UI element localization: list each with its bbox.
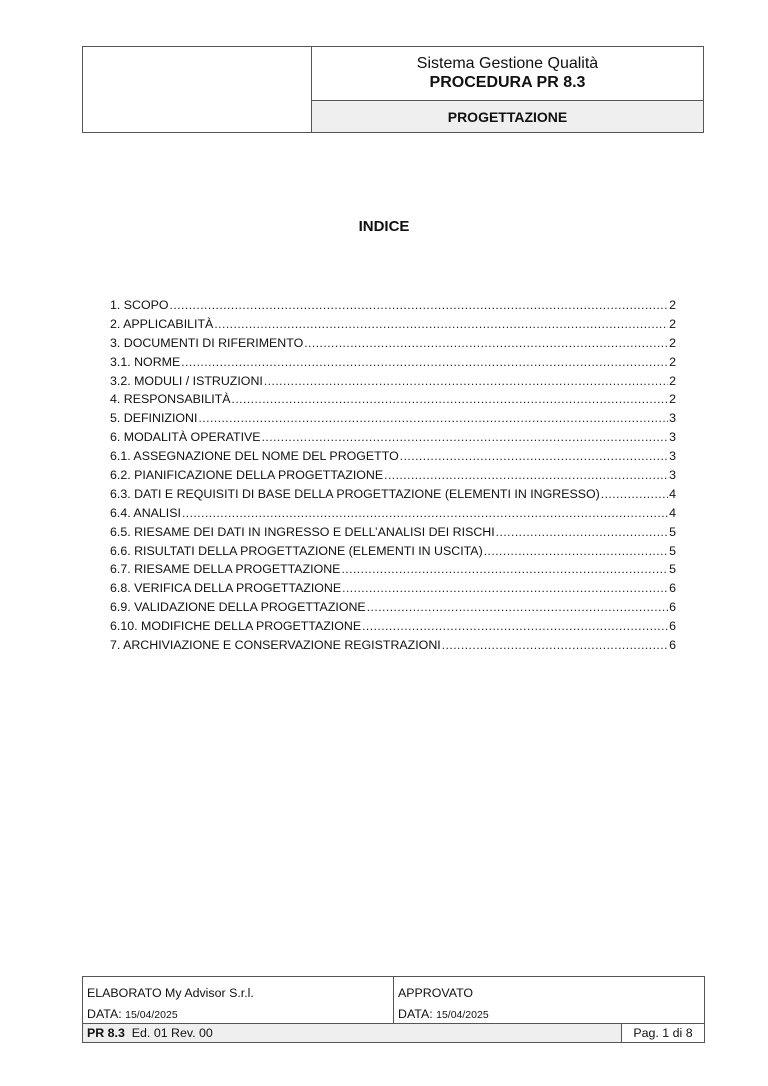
document-footer [82,976,705,1043]
toc-leader [182,504,668,523]
toc-entry-text: 6.3. DATI E REQUISITI DI BASE DELLA PROGETTAZIONE (ELEMENTI IN INGRESSO) [110,486,600,501]
toc-leader [601,485,668,504]
toc-entry[interactable] [110,485,676,504]
document-code-cell [83,1024,621,1042]
toc-entry[interactable] [110,428,676,447]
toc-entry-text: 3.2. MODULI / ISTRUZIONI [110,373,263,388]
toc-leader [304,334,668,353]
toc-leader [181,353,668,372]
toc-leader [170,296,669,315]
approved-cell [393,977,704,1023]
toc-entry-page: 4 [669,486,676,501]
document-header [82,46,704,133]
procedure-title: PROCEDURA PR 8.3 [429,74,586,91]
header-top-cell [312,47,703,101]
toc-entry-page: 2 [669,354,676,369]
header-logo-cell [83,47,312,132]
toc-entry[interactable] [110,598,676,617]
toc-entry-page: 2 [669,373,676,388]
toc-entry[interactable] [110,523,676,542]
toc-entry-page: 2 [669,335,676,350]
toc-entry[interactable] [110,466,676,485]
toc-entry[interactable] [110,542,676,561]
toc-entry-text: 6. MODALITÀ OPERATIVE [110,430,261,445]
toc-entry-page: 3 [669,430,676,445]
toc-leader [400,447,668,466]
toc-entry-page: 3 [669,411,676,426]
toc-entry-text: 4. RESPONSABILITÀ [110,392,231,407]
toc-entry[interactable] [110,560,676,579]
toc-entry-text: 6.1. ASSEGNAZIONE DEL NOME DEL PROGETTO [110,449,399,464]
prepared-date: 15/04/2025 [125,1009,178,1021]
toc-entry-page: 3 [669,468,676,483]
toc-entry[interactable] [110,504,676,523]
toc-title: INDICE [358,218,410,235]
toc-entry-text: 2. APPLICABILITÀ [110,316,214,331]
system-title: Sistema Gestione Qualità [416,55,599,72]
toc-entry-page: 5 [669,562,676,577]
toc-entry[interactable] [110,617,676,636]
approved-date-line [398,1004,700,1026]
toc-leader [442,636,668,655]
toc-entry-page: 5 [669,543,676,558]
toc-entry-text: 5. DEFINIZIONI [110,411,198,426]
prepared-cell [83,977,393,1023]
toc-leader [262,428,669,447]
footer-approval-row [83,977,704,1024]
toc-entry-page: 2 [669,316,676,331]
toc-entry[interactable] [110,353,676,372]
toc-entry-text: 7. ARCHIVIAZIONE E CONSERVAZIONE REGISTRAZIONI [110,638,441,653]
toc-leader [198,409,668,428]
toc-entry-page: 2 [669,298,676,312]
toc-entry[interactable] [110,315,676,334]
toc-entry-page: 5 [669,524,676,539]
toc-entry-page: 6 [669,619,676,634]
toc-entry[interactable] [110,390,676,409]
toc-entry-text: 6.8. VERIFICA DELLA PROGETTAZIONE [110,581,342,596]
header-title-block [312,47,703,132]
toc-entry[interactable] [110,409,676,428]
toc-entry[interactable] [110,579,676,598]
toc-entry-page: 6 [669,581,676,596]
toc-entry-text: 6.10. MODIFICHE DELLA PROGETTAZIONE [110,619,362,634]
toc-entry-text: 6.4. ANALISI [110,505,181,520]
document-edition: Ed. 01 Rev. 00 [131,1026,213,1040]
footer-code-row [83,1024,704,1042]
toc-leader [264,372,668,391]
prepared-by: ELABORATO My Advisor S.r.l. [87,986,254,1000]
toc-entry-page: 4 [669,505,676,520]
approved-date: 15/04/2025 [436,1009,489,1021]
prepared-date-line [87,1004,389,1026]
toc-entry[interactable] [110,636,676,655]
toc-entry-text: 1. SCOPO [110,298,169,312]
toc-entry[interactable] [110,296,676,315]
toc-entry-text: 6.7. RIESAME DELLA PROGETTAZIONE [110,562,341,577]
toc-leader [484,542,668,561]
toc-entry[interactable] [110,372,676,391]
toc-leader [367,598,668,617]
toc-entry-text: 6.5. RIESAME DEI DATI IN INGRESSO E DELL’ANALISI DEI RISCHI [110,524,495,539]
approved-by: APPROVATO [398,986,474,1000]
toc-entry[interactable] [110,447,676,466]
prepared-date-label: DATA: [87,1007,122,1021]
toc-entry-text: 6.2. PIANIFICAZIONE DELLA PROGETTAZIONE [110,468,384,483]
toc-entry[interactable] [110,334,676,353]
toc-entry-page: 6 [669,600,676,615]
toc-leader [214,315,668,334]
approved-date-label: DATA: [398,1007,433,1021]
toc-entry-text: 6.6. RISULTATI DELLA PROGETTAZIONE (ELEMENTI IN USCITA) [110,543,483,558]
toc-leader [384,466,668,485]
toc-entry-text: 3.1. NORME [110,354,181,369]
page-number: Pag. 1 di 8 [621,1024,704,1042]
toc-entry-page: 2 [669,392,676,407]
toc-entry-page: 3 [669,449,676,464]
document-code: PR 8.3 [87,1026,125,1040]
toc-leader [342,579,668,598]
toc-leader [362,617,668,636]
toc-leader [232,390,669,409]
toc-entry-page: 6 [669,638,676,653]
toc-entry-text: 6.9. VALIDAZIONE DELLA PROGETTAZIONE [110,600,366,615]
toc-leader [496,523,668,542]
toc-leader [341,560,668,579]
table-of-contents [110,296,676,655]
toc-entry-text: 3. DOCUMENTI DI RIFERIMENTO [110,335,304,350]
procedure-subject: PROGETTAZIONE [312,101,703,132]
